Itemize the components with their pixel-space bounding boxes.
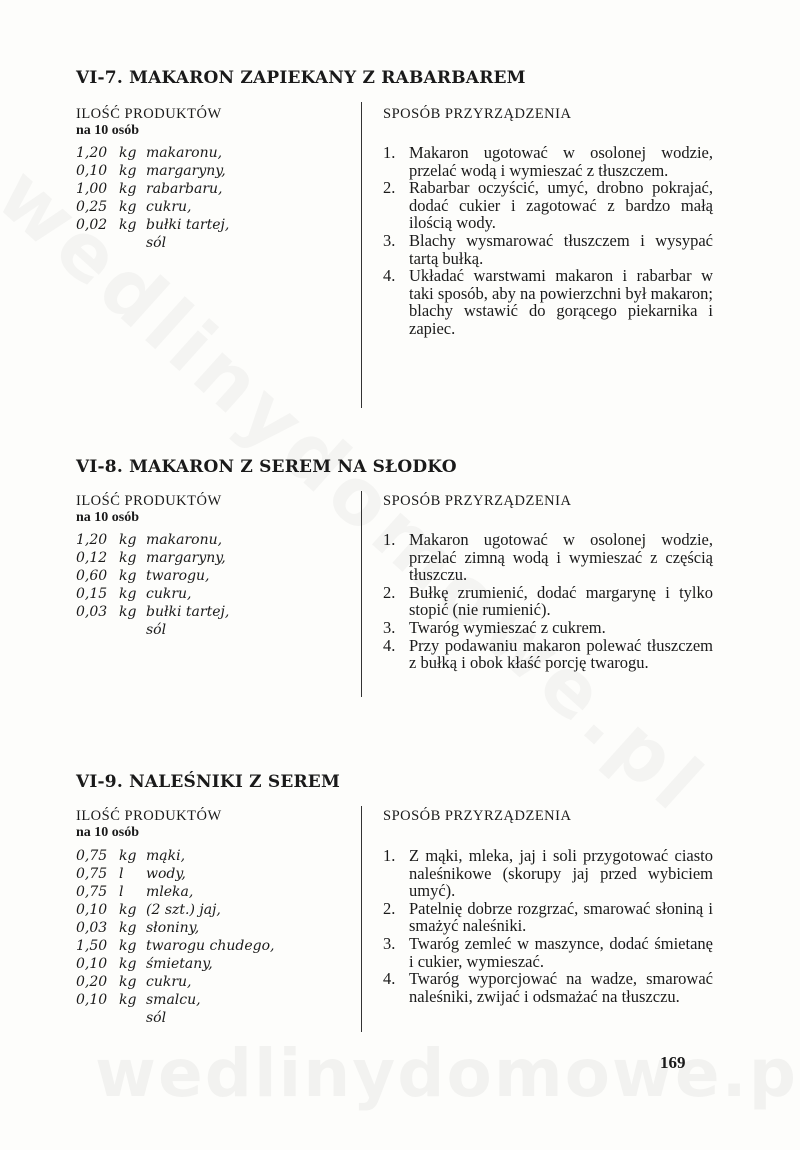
step-text: Układać warstwami makaron i rabarbar w taki sposób, aby na powierzchni był makaron; blachy wstawić do gorącego piekarnika i zapiec.	[409, 266, 713, 338]
ingredient-name: makaronu,	[146, 145, 223, 161]
ingredient-row	[76, 973, 356, 991]
method-step	[383, 619, 713, 637]
method-step	[383, 144, 713, 179]
step-text: Patelnię dobrze rozgrzać, smarować słoniną i smażyć naleśniki.	[409, 898, 713, 936]
ingredient-row	[76, 180, 356, 198]
ingredient-name: twarogu,	[146, 568, 210, 584]
ingredient-unit: kg	[119, 848, 137, 864]
ingredient-name: margaryny,	[146, 163, 226, 179]
ingredient-name: bułki tartej,	[146, 604, 230, 620]
ingredient-row	[76, 621, 356, 639]
step-text: Makaron ugotować w osolonej wodzie, przelać wodą i wymieszać z tłuszczem.	[409, 143, 713, 180]
ingredient-name: mleka,	[146, 884, 194, 900]
ingredient-unit: kg	[119, 974, 137, 990]
ingredient-unit: kg	[119, 992, 137, 1008]
column-divider	[361, 806, 362, 1032]
ingredient-quantity: 0,03	[76, 920, 108, 936]
step-text: Twaróg wymieszać z cukrem.	[409, 617, 606, 637]
ingredient-quantity: 0,10	[76, 992, 108, 1008]
column-divider	[361, 491, 362, 697]
ingredient-row	[76, 234, 356, 252]
ingredient-list	[76, 847, 356, 1027]
servings-label: na 10 osób	[76, 825, 140, 840]
ingredient-quantity: 1,50	[76, 938, 108, 954]
ingredient-quantity: 0,03	[76, 604, 108, 620]
method-step	[383, 179, 713, 232]
ingredient-name: rabarbaru,	[146, 181, 223, 197]
ingredient-quantity: 1,00	[76, 181, 108, 197]
ingredient-quantity: 0,20	[76, 974, 108, 990]
method-step	[383, 900, 713, 935]
ingredient-list	[76, 531, 356, 639]
step-text: Bułkę zrumienić, dodać margarynę i tylko stopić (nie rumienić).	[409, 582, 713, 620]
ingredient-name: wody,	[146, 866, 186, 882]
method-step	[383, 637, 713, 672]
method-step	[383, 531, 713, 584]
step-text: Z mąki, mleka, jaj i soli przygotować ciasto naleśnikowe (skorupy jaj przed wybiciem umyć).	[409, 846, 713, 901]
ingredient-quantity: 0,75	[76, 884, 108, 900]
ingredients-header: ILOŚĆ PRODUKTÓW	[76, 808, 222, 824]
ingredient-quantity: 1,20	[76, 145, 108, 161]
method-header: SPOSÓB PRZYRZĄDZENIA	[383, 106, 572, 122]
ingredient-unit: l	[119, 866, 124, 882]
ingredient-unit: kg	[119, 532, 137, 548]
ingredient-unit: kg	[119, 938, 137, 954]
ingredient-quantity: 0,75	[76, 866, 108, 882]
step-text: Blachy wysmarować tłuszczem i wysypać tartą bułką.	[409, 230, 713, 268]
ingredient-row	[76, 1009, 356, 1027]
ingredient-row	[76, 919, 356, 937]
ingredient-name: sól	[146, 622, 167, 638]
step-text: Rabarbar oczyścić, umyć, drobno pokrajać, dodać cukier i zagotować z bardzo małą ilością wody.	[409, 178, 713, 233]
ingredient-unit: kg	[119, 586, 137, 602]
ingredient-quantity: 0,15	[76, 586, 108, 602]
ingredient-name: sól	[146, 235, 167, 251]
step-text: Przy podawaniu makaron polewać tłuszczem z bułką i obok kłaść porcję twarogu.	[409, 635, 713, 673]
ingredient-name: makaronu,	[146, 532, 223, 548]
ingredient-name: cukru,	[146, 199, 192, 215]
ingredient-quantity: 1,20	[76, 532, 108, 548]
step-number: 3.	[383, 230, 396, 250]
ingredient-quantity: 0,75	[76, 848, 108, 864]
ingredient-quantity: 0,02	[76, 217, 108, 233]
ingredient-quantity: 0,60	[76, 568, 108, 584]
ingredient-quantity: 0,10	[76, 163, 108, 179]
ingredient-name: margaryny,	[146, 550, 226, 566]
ingredient-row	[76, 991, 356, 1009]
ingredient-name: twarogu chudego,	[146, 938, 275, 954]
ingredient-name: słoniny,	[146, 920, 200, 936]
ingredient-row	[76, 531, 356, 549]
ingredient-unit: kg	[119, 217, 137, 233]
method-step	[383, 935, 713, 970]
step-text: Twaróg wyporcjować na wadze, smarować naleśniki, zwijać i odsmażać na tłuszczu.	[409, 969, 713, 1006]
ingredient-name: śmietany,	[146, 956, 213, 972]
ingredient-row	[76, 549, 356, 567]
method-steps	[383, 144, 713, 338]
watermark-bottom	[95, 1035, 800, 1112]
ingredient-unit: kg	[119, 145, 137, 161]
column-divider	[361, 102, 362, 408]
ingredient-quantity: 0,12	[76, 550, 108, 566]
ingredient-unit: kg	[119, 604, 137, 620]
ingredient-name: bułki tartej,	[146, 217, 230, 233]
page-number: 169	[660, 1053, 686, 1072]
step-number: 1.	[383, 846, 396, 865]
ingredient-name: smalcu,	[146, 992, 201, 1008]
method-header: SPOSÓB PRZYRZĄDZENIA	[383, 493, 572, 509]
method-steps	[383, 531, 713, 672]
ingredient-row	[76, 585, 356, 603]
step-text: Makaron ugotować w osolonej wodzie, przelać zimną wodą i wymieszać z częścią tłuszczu.	[409, 530, 713, 585]
ingredient-row	[76, 901, 356, 919]
ingredient-row	[76, 955, 356, 973]
ingredient-unit: kg	[119, 902, 137, 918]
ingredient-row	[76, 567, 356, 585]
method-step	[383, 970, 713, 1005]
recipe-title: VI-9. NALEŚNIKI Z SEREM	[76, 772, 340, 792]
servings-label: na 10 osób	[76, 123, 140, 138]
ingredient-unit: kg	[119, 568, 137, 584]
ingredient-row	[76, 162, 356, 180]
ingredient-row	[76, 937, 356, 955]
step-number: 4.	[383, 266, 396, 286]
method-header: SPOSÓB PRZYRZĄDZENIA	[383, 808, 572, 824]
step-number: 2.	[383, 178, 396, 198]
ingredient-name: cukru,	[146, 586, 192, 602]
ingredient-unit: kg	[119, 550, 137, 566]
ingredient-row	[76, 144, 356, 162]
step-number: 1.	[383, 143, 396, 162]
method-step	[383, 847, 713, 900]
method-step	[383, 267, 713, 337]
ingredient-row	[76, 198, 356, 216]
step-number: 4.	[383, 635, 396, 655]
ingredient-quantity: 0,10	[76, 956, 108, 972]
ingredient-row	[76, 847, 356, 865]
recipe-title: VI-8. MAKARON Z SEREM NA SŁODKO	[76, 457, 457, 477]
step-number: 2.	[383, 898, 396, 918]
ingredient-list	[76, 144, 356, 252]
method-step	[383, 232, 713, 267]
ingredient-unit: kg	[119, 956, 137, 972]
ingredients-header: ILOŚĆ PRODUKTÓW	[76, 493, 222, 509]
ingredient-unit: l	[119, 884, 124, 900]
step-number: 3.	[383, 617, 396, 637]
ingredient-unit: kg	[119, 199, 137, 215]
ingredient-name: (2 szt.) jaj,	[146, 902, 221, 918]
ingredient-name: sól	[146, 1010, 167, 1026]
ingredient-unit: kg	[119, 920, 137, 936]
step-number: 3.	[383, 933, 396, 953]
ingredient-row	[76, 865, 356, 883]
ingredient-row	[76, 883, 356, 901]
method-step	[383, 584, 713, 619]
method-steps	[383, 847, 713, 1005]
recipe-title: VI-7. MAKARON ZAPIEKANY Z RABARBAREM	[76, 68, 526, 88]
ingredient-quantity: 0,25	[76, 199, 108, 215]
servings-label: na 10 osób	[76, 510, 140, 525]
step-number: 4.	[383, 969, 396, 989]
ingredient-name: cukru,	[146, 974, 192, 990]
step-text: Twaróg zemleć w maszynce, dodać śmietanę i cukier, wymieszać.	[409, 933, 713, 971]
ingredient-unit: kg	[119, 181, 137, 197]
ingredient-unit: kg	[119, 163, 137, 179]
step-number: 1.	[383, 530, 396, 549]
ingredient-row	[76, 603, 356, 621]
ingredient-name: mąki,	[146, 848, 186, 864]
ingredients-header: ILOŚĆ PRODUKTÓW	[76, 106, 222, 122]
ingredient-quantity: 0,10	[76, 902, 108, 918]
ingredient-row	[76, 216, 356, 234]
step-number: 2.	[383, 582, 396, 602]
